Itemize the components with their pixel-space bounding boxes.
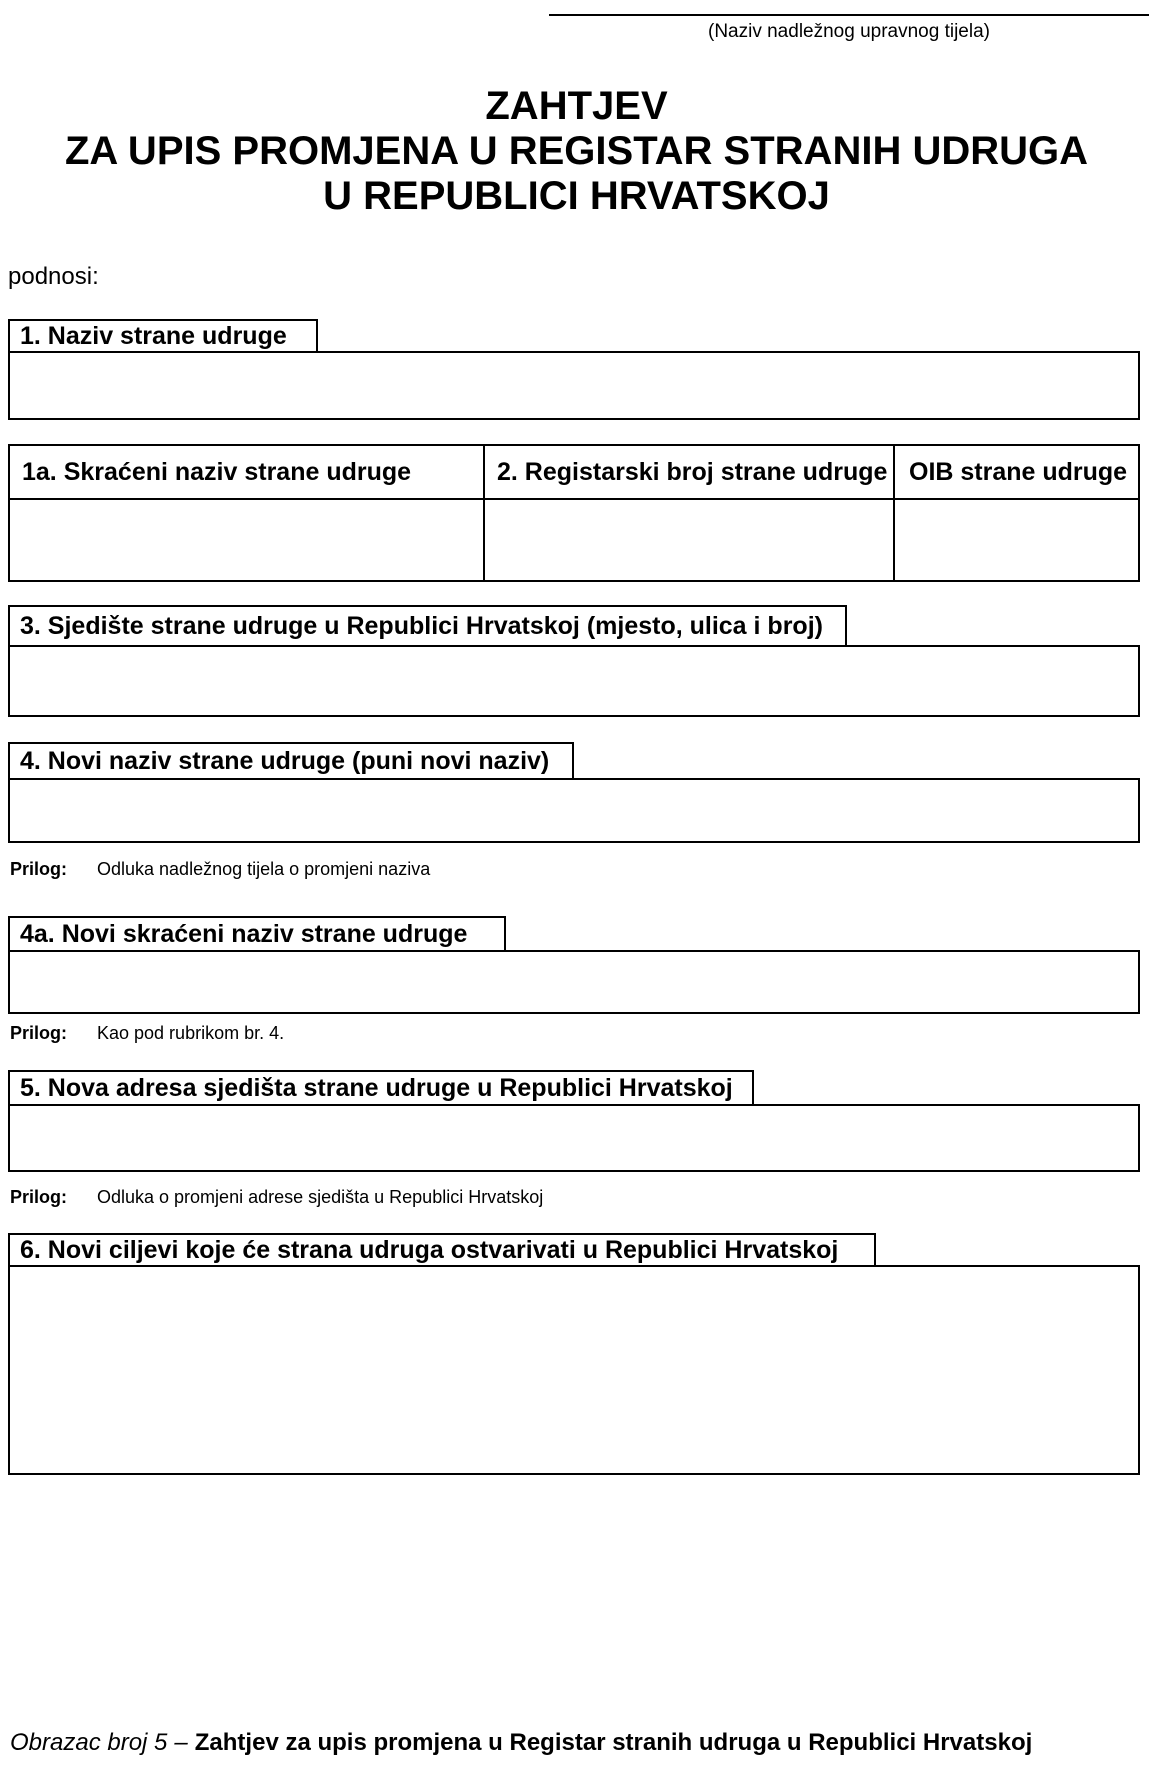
section-label-name: 1. Naziv strane udruge (8, 319, 318, 353)
field-new-goals-input[interactable] (8, 1265, 1140, 1475)
submitted-by-label: podnosi: (8, 263, 99, 290)
field-name-input[interactable] (8, 351, 1140, 420)
section-label-new-address: 5. Nova adresa sjedišta strane udruge u Republici Hrvatskoj (8, 1070, 754, 1106)
field-new-name-input[interactable] (8, 778, 1140, 843)
section-label-seat: 3. Sjedište strane udruge u Republici Hrvatskoj (mjesto, ulica i broj) (8, 605, 847, 647)
form-title-line2: ZA UPIS PROMJENA U REGISTAR STRANIH UDRUGA (64, 129, 1088, 173)
form-title-line1: ZAHTJEV (485, 84, 668, 128)
field-short-name-input[interactable] (10, 500, 483, 580)
authority-signature-line (549, 14, 1149, 16)
section-label-new-name: 4. Novi naziv strane udruge (puni novi naziv) (8, 742, 574, 780)
attachment-note-new-name (0, 858, 1140, 881)
attachment-label: Prilog: (10, 859, 67, 879)
footer-form-number: Obrazac broj 5 (10, 1729, 168, 1756)
field-new-address-input[interactable] (8, 1104, 1140, 1172)
attachment-note-new-address (0, 1186, 1140, 1209)
authority-caption: (Naziv nadležnog upravnog tijela) (708, 21, 990, 42)
identity-table-data-row (10, 498, 1138, 580)
form-title (0, 84, 1153, 219)
identity-table (8, 444, 1140, 582)
section-label-new-short-name: 4a. Novi skraćeni naziv strane udruge (8, 916, 506, 952)
identity-table-header-row (10, 446, 1138, 498)
column-header-registry-number: 2. Registarski broj strane udruge (483, 446, 893, 498)
form-title-line3: U REPUBLICI HRVATSKOJ (323, 174, 830, 218)
field-registry-number-input[interactable] (483, 500, 893, 580)
field-new-short-name-input[interactable] (8, 950, 1140, 1014)
attachment-value: Odluka o promjeni adrese sjedišta u Republici Hrvatskoj (97, 1187, 544, 1207)
footer-separator: – (174, 1729, 188, 1756)
attachment-label: Prilog: (10, 1187, 67, 1207)
footer-form-title: Zahtjev za upis promjena u Registar stranih udruga u Republici Hrvatskoj (194, 1729, 1033, 1756)
attachment-note-new-short-name (0, 1022, 1140, 1045)
attachment-value: Odluka nadležnog tijela o promjeni naziva (97, 859, 431, 879)
column-header-short-name: 1a. Skraćeni naziv strane udruge (22, 457, 412, 486)
field-oib-input[interactable] (893, 500, 1138, 580)
column-header-oib: OIB strane udruge (893, 446, 1138, 498)
attachment-label: Prilog: (10, 1023, 67, 1043)
field-seat-input[interactable] (8, 645, 1140, 717)
form-footer (10, 1728, 1150, 1758)
section-label-new-goals: 6. Novi ciljevi koje će strana udruga ostvarivati u Republici Hrvatskoj (8, 1233, 876, 1267)
attachment-value: Kao pod rubrikom br. 4. (97, 1023, 285, 1043)
